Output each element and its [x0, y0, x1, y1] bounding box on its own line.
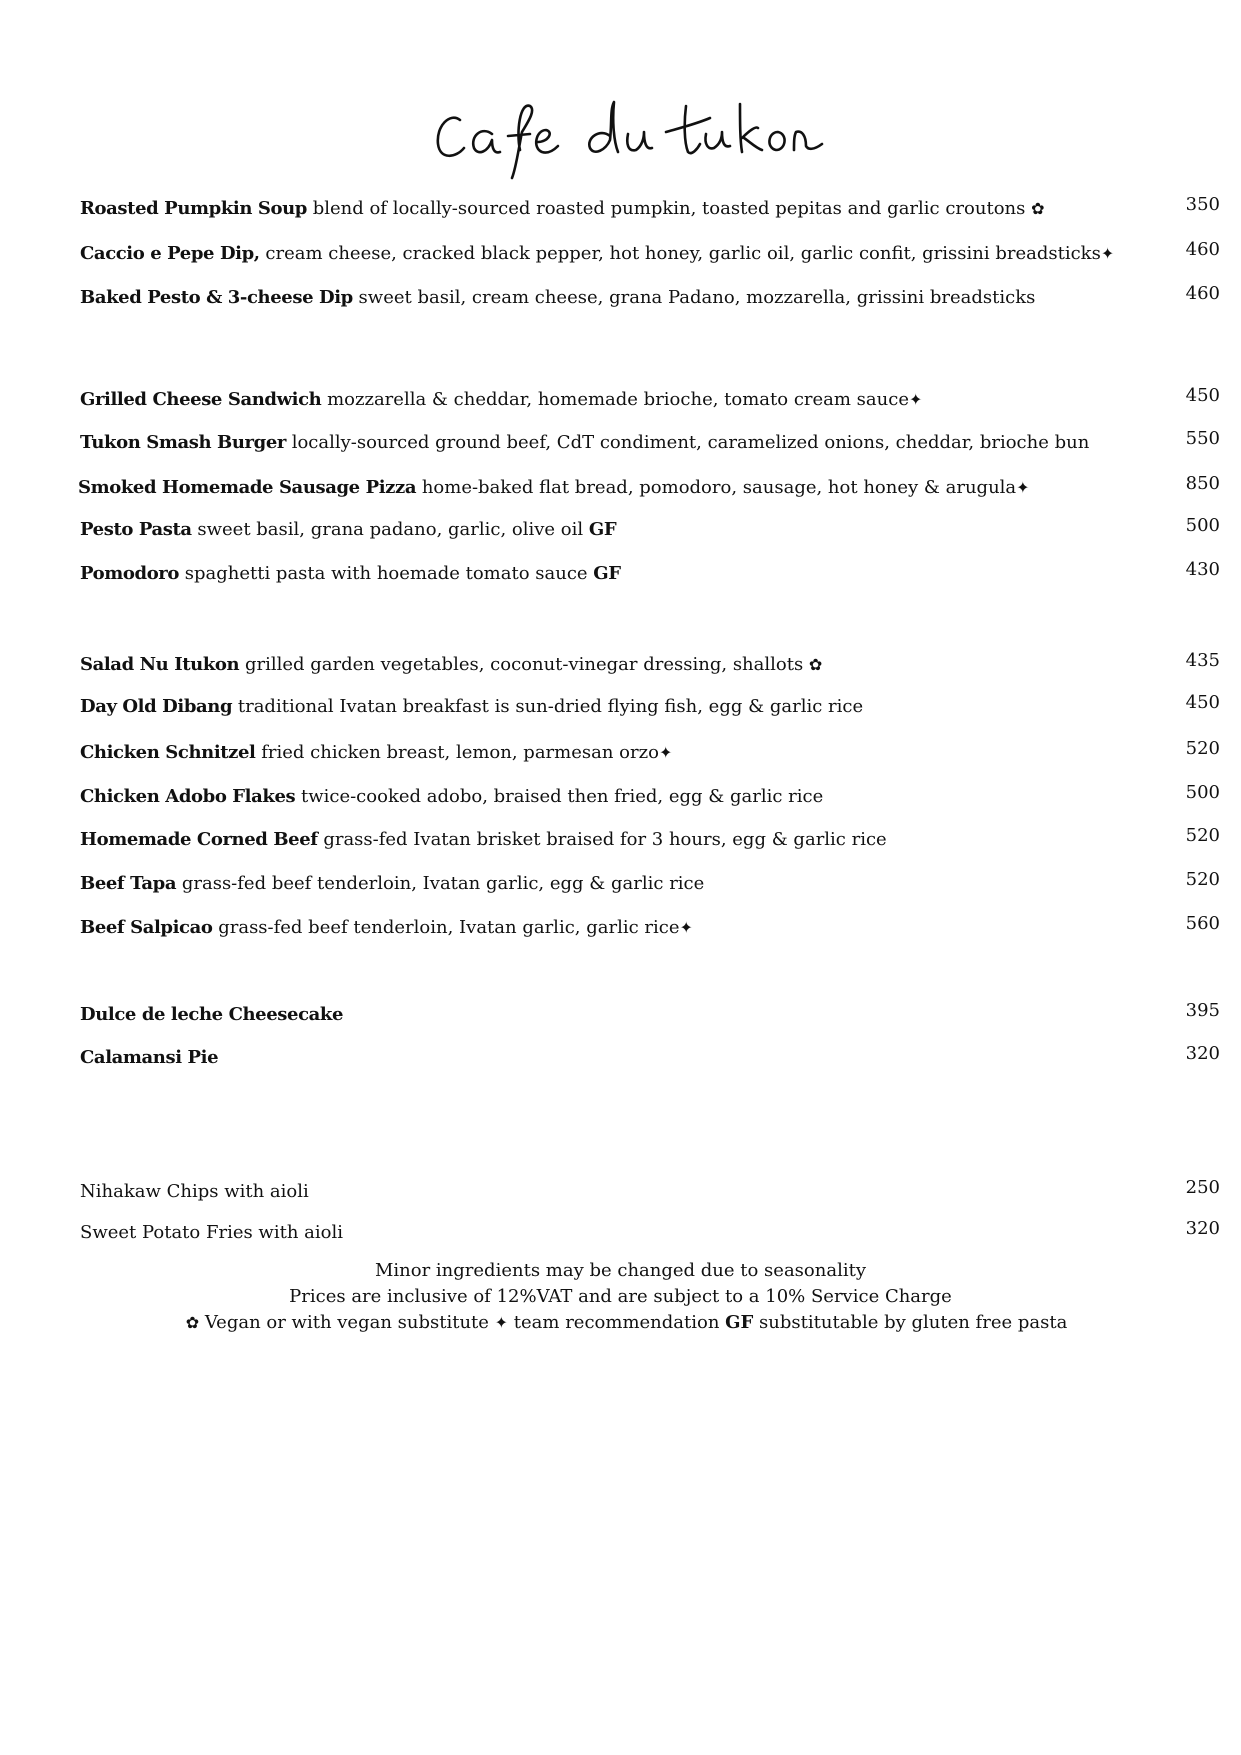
gluten-free-tag: GF [593, 563, 621, 584]
item-description: locally-sourced ground beef, CdT condiment, caramelized onions, cheddar, brioche bun [285, 432, 1090, 453]
item-description: spaghetti pasta with hoemade tomato sauce [179, 563, 594, 584]
item-name: Dulce de leche Cheesecake [80, 1004, 344, 1025]
item-name: Chicken Schnitzel [80, 742, 256, 763]
menu-item [80, 1000, 1220, 1030]
item-name: Caccio e Pepe Dip, [80, 243, 260, 264]
item-description: grilled garden vegetables, coconut-vinegar dressing, shallots [239, 654, 809, 675]
gluten-free-tag: GF [725, 1312, 754, 1333]
cafe-logo [430, 92, 830, 192]
vegan-icon: ✿ [1031, 199, 1045, 218]
item-description: mozzarella & cheddar, homemade brioche, tomato cream sauce [321, 389, 909, 410]
item-price: 320 [1185, 1218, 1220, 1239]
item-description: sweet basil, grana padano, garlic, olive oil [191, 519, 589, 540]
item-price: 430 [1185, 559, 1220, 580]
item-description: cream cheese, cracked black pepper, hot honey, garlic oil, garlic confit, grissini breadsticks [259, 243, 1101, 264]
menu-item [80, 194, 1220, 224]
item-price: 500 [1185, 515, 1220, 536]
menu-item [80, 283, 1220, 313]
item-name: Beef Tapa [80, 873, 177, 894]
cafe-logo-script [430, 92, 830, 192]
item-description: fried chicken breast, lemon, parmesan orzo [255, 742, 659, 763]
menu-item [80, 1218, 1220, 1248]
menu-item [80, 692, 1220, 722]
item-name: Homemade Corned Beef [80, 829, 318, 850]
item-price: 460 [1185, 239, 1220, 260]
menu-item [80, 1043, 1220, 1073]
pricing-note: Prices are inclusive of 12%VAT and are subject to a 10% Service Charge [289, 1286, 952, 1307]
menu-item [78, 473, 1220, 503]
item-price: 520 [1185, 825, 1220, 846]
gluten-free-tag: GF [588, 519, 617, 540]
item-price: 350 [1185, 194, 1220, 215]
menu-item [80, 239, 1220, 269]
item-price: 520 [1185, 869, 1220, 890]
item-price: 435 [1185, 650, 1220, 671]
item-name: Nihakaw Chips with aioli [80, 1181, 309, 1202]
seasonality-note: Minor ingredients may be changed due to seasonality [374, 1260, 866, 1281]
item-price: 450 [1185, 692, 1220, 713]
item-price: 250 [1185, 1177, 1220, 1198]
item-name: Calamansi Pie [80, 1047, 219, 1068]
menu-item [80, 515, 1220, 545]
item-name: Grilled Cheese Sandwich [80, 389, 322, 410]
gluten-free-legend-text: substitutable by gluten free pasta [753, 1312, 1068, 1333]
recommendation-icon: ✦ [679, 918, 693, 937]
menu-item [80, 385, 1220, 415]
footer-notes [0, 1258, 1241, 1336]
item-description: grass-fed beef tenderloin, Ivatan garlic, garlic rice [212, 917, 680, 938]
item-description: sweet basil, cream cheese, grana Padano, mozzarella, grissini breadsticks [352, 287, 1036, 308]
item-price: 520 [1185, 738, 1220, 759]
recommendation-legend-text: team recommendation [508, 1312, 726, 1333]
item-name: Roasted Pumpkin Soup [80, 198, 307, 219]
item-name: Pomodoro [80, 563, 179, 584]
menu-item [80, 559, 1220, 589]
item-description: twice-cooked adobo, braised then fried, egg & garlic rice [295, 786, 824, 807]
recommendation-icon: ✦ [908, 390, 923, 409]
item-price: 320 [1185, 1043, 1220, 1064]
item-name: Baked Pesto & 3-cheese Dip [80, 287, 353, 308]
item-price: 500 [1185, 782, 1220, 803]
vegan-icon: ✿ [808, 655, 823, 674]
item-price: 560 [1185, 913, 1220, 934]
item-name: Pesto Pasta [80, 519, 192, 540]
menu-item [80, 825, 1220, 855]
item-name: Smoked Homemade Sausage Pizza [78, 477, 417, 498]
item-name: Day Old Dibang [80, 696, 233, 717]
item-name: Chicken Adobo Flakes [80, 786, 296, 807]
item-description: home-baked flat bread, pomodoro, sausage, hot honey & arugula [416, 477, 1017, 498]
menu-item [80, 782, 1220, 812]
menu-item [80, 913, 1220, 943]
recommendation-icon: ✦ [1100, 244, 1115, 263]
item-description: grass-fed Ivatan brisket braised for 3 hours, egg & garlic rice [317, 829, 887, 850]
menu-item [80, 869, 1220, 899]
item-name: Beef Salpicao [80, 917, 213, 938]
item-price: 395 [1185, 1000, 1220, 1021]
vegan-icon: ✿ [185, 1313, 200, 1332]
menu-item [80, 650, 1220, 680]
recommendation-icon: ✦ [494, 1313, 509, 1332]
menu-item [80, 1177, 1220, 1207]
menu-item [80, 428, 1220, 458]
vegan-legend-text: Vegan or with vegan substitute [199, 1312, 495, 1333]
item-price: 450 [1185, 385, 1220, 406]
item-name: Salad Nu Itukon [80, 654, 240, 675]
item-name: Tukon Smash Burger [80, 432, 286, 453]
item-price: 550 [1185, 428, 1220, 449]
recommendation-icon: ✦ [658, 743, 673, 762]
legend [12, 1310, 1241, 1336]
item-description: traditional Ivatan breakfast is sun-dried flying fish, egg & garlic rice [232, 696, 864, 717]
menu-item [80, 738, 1220, 768]
item-price: 850 [1185, 473, 1220, 494]
item-description: grass-fed beef tenderloin, Ivatan garlic, egg & garlic rice [176, 873, 705, 894]
item-name: Sweet Potato Fries with aioli [80, 1222, 343, 1243]
item-description: blend of locally-sourced roasted pumpkin, toasted pepitas and garlic croutons [306, 198, 1032, 219]
recommendation-icon: ✦ [1016, 478, 1030, 497]
item-price: 460 [1185, 283, 1220, 304]
